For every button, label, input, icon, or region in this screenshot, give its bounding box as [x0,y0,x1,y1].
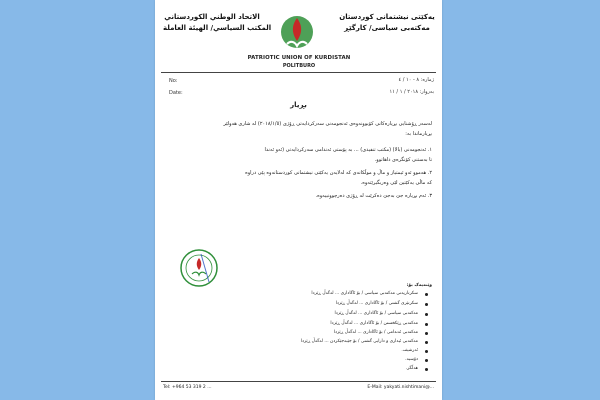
date-label: Date: [169,90,183,96]
body-line: تا بەستنی کۆنگرەی داهاتوو. [374,157,432,163]
bullet [425,368,428,371]
footer-email: E-Mail: yakyati.nishtimani@... [367,385,434,390]
body-line: ١. ئەنجومەنی (بالا) (مکتب تنفیذی) ... بە پۆستی ئەندامی سەرکردایەتی (ئەو ئەندا [264,147,432,153]
header-divider [161,72,436,73]
arabic-header-line1: الاتحاد الوطني الكوردستاني [164,13,260,21]
reference-number: ژمارە: ٨ - ١٠ / ٤ [398,77,434,83]
kurdish-header [338,12,436,34]
kurdish-header-line2: مەکتەبی سیاسی/ کارگێڕ [344,24,430,32]
bullet [425,323,428,326]
cc-item: سکرتێری گشتی / بۆ ئاگاداری ... لەگەڵ ڕێزدا [335,301,418,306]
no-label: No: [169,78,178,84]
bullet [425,341,428,344]
reference-date: بەروار: ٢٠١٨ / ١ / ١١ [389,89,434,95]
bullet [425,313,428,316]
kurdish-header-line1: یەکێتی نیشتمانی کوردستان [339,13,435,21]
body-line: بڕیارماندا بە: [405,131,432,137]
bullet [425,350,428,353]
cc-item: دۆسیە. [405,357,418,362]
cc-item: مەکتەبی ئیداری و دارایی گشتی / بۆ جێبەجێکردن ... لەگەڵ ڕێزدا [300,339,418,344]
bullet [425,293,428,296]
cc-item: مەکتەبی ڕێکخستن / بۆ ئاگاداری ... لەگەڵ ڕێزدا [330,321,418,326]
document-title: بڕیار [290,101,307,109]
cc-item: ئەرشیف. [401,348,418,353]
bullet [425,303,428,306]
body-line: ٣. ئەم بڕیارە جێ بەجێ دەکرێت لە ڕۆژی دەرچوونییەوە. [315,193,432,199]
bullet [425,359,428,362]
cc-item: سکرتاریەتی مەکتەبی سیاسی / بۆ ئاگاداری ... لەگەڵ ڕێزدا [311,291,418,296]
cc-item: هەڵگر. [405,366,418,371]
org-name-english: PATRIOTIC UNION OF KURDISTAN [247,55,351,61]
cc-label: وێنەیەک بۆ: [406,283,432,288]
arabic-header [163,12,272,34]
official-stamp [179,248,219,288]
footer-phones: Tel: +964 53 319 2 ... [163,385,212,390]
body-line: ٢. هەموو ئەو ئیمتیاز و ماڵ و موڵکانەی کە لەلایەن یەکێتی نیشتمانی کوردستانەوە پێی دراوە [245,170,432,176]
arabic-header-line2: المكتب السياسي/ الهيئة العاملة [163,24,272,32]
footer-divider [161,381,436,382]
cc-item: مەکتەبی ئەندامی / بۆ ئاگاداری ... لەگەڵ ڕێزدا [333,330,418,335]
body-line: لەسەر ڕۆشنایی بڕیارەکانی کۆبوونەوەی ئەنجومەنی سەرکردایەتی ڕۆژی (٢٠١٨/١/٥) لە شاری هەولێر [223,121,432,127]
org-subtitle: POLITBURO [282,63,316,69]
puk-logo [273,12,321,54]
bullet [425,332,428,335]
cc-item: مەکتەبی سیاسی / بۆ ئاگاداری ... لەگەڵ ڕێزدا [334,311,418,316]
body-line: کە ماڵی یەکێتین لێی وەربگیرێتەوە. [360,180,432,186]
letter-page [155,0,442,400]
